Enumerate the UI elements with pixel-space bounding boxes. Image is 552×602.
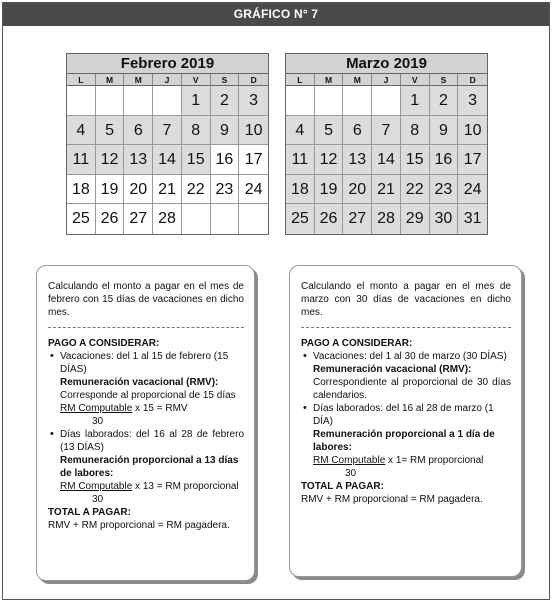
calendar-day: 12 <box>96 145 125 175</box>
calendar-day: 28 <box>372 204 401 234</box>
weekday-header: J <box>153 74 182 86</box>
bullet-item: • Vacaciones: del 1 al 30 de marzo (30 DÍAS) <box>301 350 511 363</box>
bullet-item: • Días laborados: del 16 al 28 de marzo (1 DÍA) <box>301 402 511 428</box>
calendar-day: 23 <box>430 175 459 205</box>
weekday-header: V <box>401 74 430 86</box>
february-calculation-card <box>36 265 255 581</box>
calendar-day: 20 <box>343 175 372 205</box>
calendar-day: 6 <box>343 116 372 146</box>
calendar-day: 13 <box>124 145 153 175</box>
calendar-day: 2 <box>430 86 459 116</box>
card-intro: Calculando el monto a pagar en el mes de marzo con 30 días de vacaciones en dicho mes. <box>301 281 511 318</box>
weekday-header: M <box>124 74 153 86</box>
calendar-day: 4 <box>286 116 315 146</box>
calendar-day <box>239 204 268 234</box>
calendar-day: 16 <box>211 145 240 175</box>
calendar-day: 14 <box>153 145 182 175</box>
calendar-day: 7 <box>372 116 401 146</box>
calendar-day: 6 <box>124 116 153 146</box>
calendar-day: 4 <box>67 116 96 146</box>
weekday-header: S <box>430 74 459 86</box>
weekday-header: D <box>239 74 268 86</box>
calendar-day: 19 <box>96 175 125 205</box>
formula-numerator: RM Computable <box>60 403 133 414</box>
formula-numerator: RM Computable <box>60 481 133 492</box>
formula <box>301 454 511 480</box>
proportional-title: Remuneración proporcional a 13 días de labores: <box>60 455 239 479</box>
calendar-day: 25 <box>286 204 315 234</box>
calendar-day: 18 <box>286 175 315 205</box>
rmv-text: Corresponde al proporcional de 15 días <box>60 390 236 401</box>
calendar-day <box>67 86 96 116</box>
calendar-day <box>372 86 401 116</box>
calendar-day: 21 <box>372 175 401 205</box>
calendar-title: Marzo 2019 <box>286 54 487 74</box>
calendar-day <box>343 86 372 116</box>
formula <box>48 480 244 506</box>
calendar-day: 26 <box>315 204 344 234</box>
card-intro: Calculando el monto a pagar en el mes de febrero con 15 días de vacaciones en dicho mes. <box>48 281 244 318</box>
weekday-header: J <box>372 74 401 86</box>
calendar-day: 7 <box>153 116 182 146</box>
figure-title: GRÁFICO N° 7 <box>3 3 549 26</box>
weekday-header: D <box>458 74 487 86</box>
march-calculation-card <box>289 265 522 577</box>
calendar-day: 5 <box>96 116 125 146</box>
calendar-day: 24 <box>239 175 268 205</box>
calendar-day <box>315 86 344 116</box>
calendar-day: 22 <box>182 175 211 205</box>
calendar-day: 9 <box>430 116 459 146</box>
calendar-day: 21 <box>153 175 182 205</box>
calendar-day: 10 <box>458 116 487 146</box>
calendar-day: 9 <box>211 116 240 146</box>
formula-rest: x 1= RM proporcional <box>385 455 484 466</box>
calendar-day: 25 <box>67 204 96 234</box>
calendar-grid <box>286 74 487 234</box>
calendar-day: 1 <box>401 86 430 116</box>
calendar-day <box>286 86 315 116</box>
calendar-day: 11 <box>286 145 315 175</box>
calendar-day: 17 <box>239 145 268 175</box>
calendar-title: Febrero 2019 <box>67 54 268 74</box>
calendar-day: 3 <box>458 86 487 116</box>
calendar-day: 18 <box>67 175 96 205</box>
calendar-day: 1 <box>182 86 211 116</box>
weekday-header: M <box>315 74 344 86</box>
total-text: RMV + RM proporcional = RM pagadera. <box>48 520 230 531</box>
bullet-item: • Vacaciones: del 1 al 15 de febrero (15 DÍAS) <box>48 350 244 376</box>
calendar-day: 10 <box>239 116 268 146</box>
formula <box>48 402 244 428</box>
calendar-day: 27 <box>124 204 153 234</box>
weekday-header: L <box>67 74 96 86</box>
calendar-day: 5 <box>315 116 344 146</box>
calendar-day <box>124 86 153 116</box>
formula-denominator: 30 <box>92 416 104 427</box>
calendar-day: 8 <box>182 116 211 146</box>
calendar-day: 26 <box>96 204 125 234</box>
calendar-day: 8 <box>401 116 430 146</box>
calendar-day <box>211 204 240 234</box>
section-title: PAGO A CONSIDERAR: <box>48 338 160 349</box>
calendar-day: 2 <box>211 86 240 116</box>
weekday-header: M <box>96 74 125 86</box>
calendar-day: 29 <box>401 204 430 234</box>
weekday-header: L <box>286 74 315 86</box>
bullet-item: • Días laborados: del 16 al 28 de febrero (13 DÍAS) <box>48 428 244 454</box>
proportional-title: Remuneración proporcional a 1 día de labores: <box>313 429 495 453</box>
calendar-day: 15 <box>401 145 430 175</box>
calendar-day: 11 <box>67 145 96 175</box>
calendar-day: 17 <box>458 145 487 175</box>
section-title: PAGO A CONSIDERAR: <box>301 338 413 349</box>
calendar-day: 24 <box>458 175 487 205</box>
formula-denominator: 30 <box>345 468 357 479</box>
calendar-day: 15 <box>182 145 211 175</box>
formula-denominator: 30 <box>92 494 104 505</box>
formula-rest: x 13 = RM proporcional <box>132 481 239 492</box>
rmv-title: Remuneración vacacional (RMV): <box>60 377 219 388</box>
total-title: TOTAL A PAGAR: <box>301 481 384 492</box>
formula-numerator: RM Computable <box>313 455 386 466</box>
calendar-day: 28 <box>153 204 182 234</box>
weekday-header: M <box>343 74 372 86</box>
calendar-day: 13 <box>343 145 372 175</box>
divider <box>48 327 244 328</box>
calendar-day: 14 <box>372 145 401 175</box>
divider <box>301 327 511 328</box>
calendar-day <box>96 86 125 116</box>
total-title: TOTAL A PAGAR: <box>48 507 131 518</box>
calendar-day: 31 <box>458 204 487 234</box>
figure-frame <box>2 2 550 600</box>
calendar-day: 12 <box>315 145 344 175</box>
calendar-day: 27 <box>343 204 372 234</box>
calendar-day <box>153 86 182 116</box>
weekday-header: S <box>211 74 240 86</box>
calendar-day: 20 <box>124 175 153 205</box>
calendar-day: 22 <box>401 175 430 205</box>
calendar-day: 19 <box>315 175 344 205</box>
calendar-day <box>182 204 211 234</box>
formula-rest: x 15 = RMV <box>132 403 188 414</box>
calendar-day: 3 <box>239 86 268 116</box>
calendar-day: 16 <box>430 145 459 175</box>
rmv-text: Correspondiente al proporcional de 30 días calendarios. <box>313 377 511 401</box>
weekday-header: V <box>182 74 211 86</box>
calendar-march <box>285 53 488 235</box>
rmv-title: Remuneración vacacional (RMV): <box>313 364 472 375</box>
total-text: RMV + RM proporcional = RM pagadera. <box>301 494 483 505</box>
calendar-grid <box>67 74 268 234</box>
calendar-february <box>66 53 269 235</box>
calendar-day: 30 <box>430 204 459 234</box>
calendar-day: 23 <box>211 175 240 205</box>
